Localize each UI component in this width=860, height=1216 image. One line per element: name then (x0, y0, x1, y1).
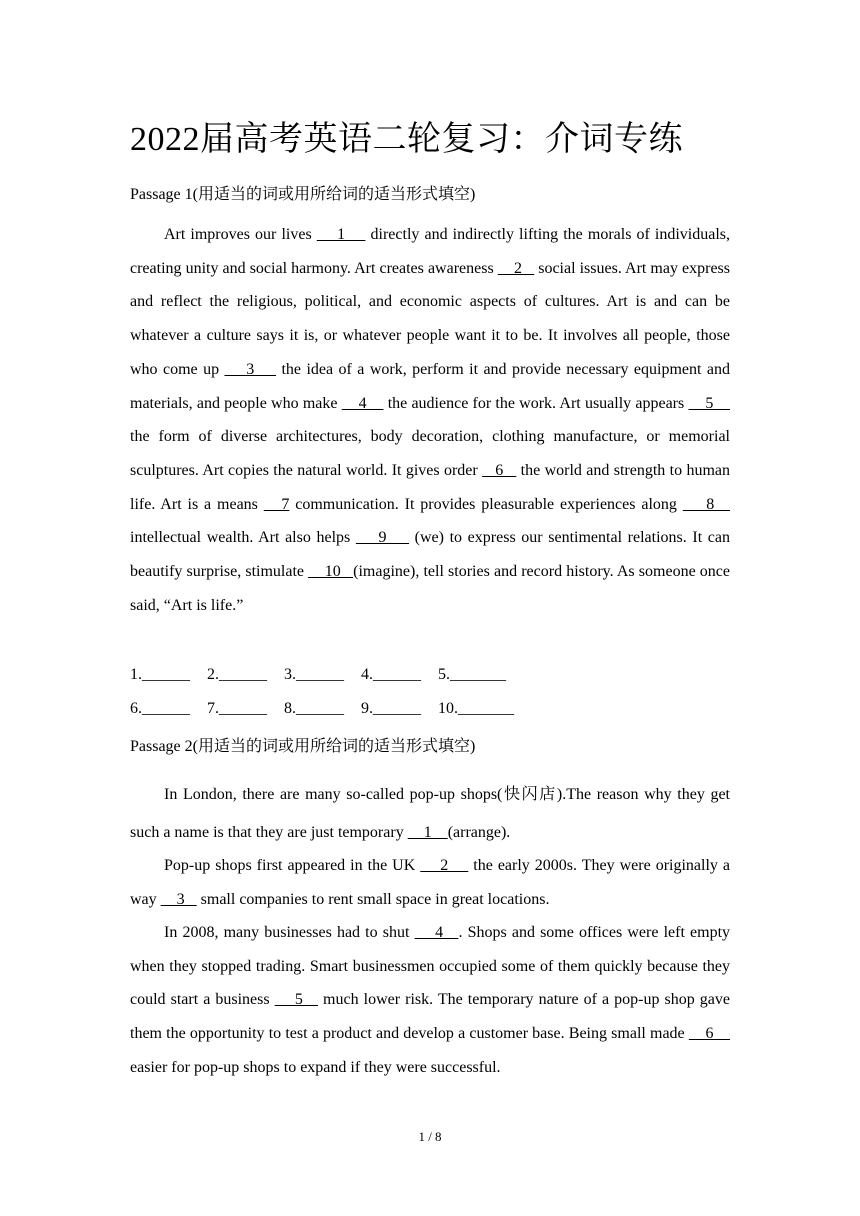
blank-4: 4 (414, 924, 459, 941)
answer-blank[interactable]: 2.______ (207, 666, 267, 683)
blank-2: 2 (497, 259, 535, 277)
text-run: (imagine), tell stories and record history. As someone once said, “Art is life.” (130, 563, 731, 614)
text-run: In 2008, many businesses had to shut (164, 924, 415, 941)
answer-row-1 (130, 664, 523, 686)
text-run: small companies to rent small space in great locations. (196, 890, 550, 908)
passage-2-paragraph-3 (130, 916, 730, 1085)
text-run: . Shops and some offices were left empty when they stopped trading. Smart businessmen occupied some of them quickly because they could start a business (130, 924, 731, 1009)
blank-3: 3 (224, 360, 277, 378)
passage-1-heading: Passage 1(用适当的词或用所给词的适当形式填空) (130, 186, 476, 203)
answer-blank[interactable]: 4.______ (361, 666, 421, 683)
answer-row-2 (130, 698, 531, 720)
blank-8: 8 (682, 495, 731, 513)
blank-6: 6 (688, 1025, 731, 1043)
text-run: the early 2000s. They were originally a way (130, 857, 731, 908)
answer-blank[interactable]: 7.______ (207, 700, 267, 717)
text-run: In London, there are many so-called pop-up shops(快闪店).The reason why they get such a name is that they are just temporary (130, 786, 730, 841)
passage-1-paragraph (130, 218, 730, 622)
blank-1: 1 (407, 824, 448, 841)
passage-2-heading: Passage 2(用适当的词或用所给词的适当形式填空) (130, 738, 476, 755)
answer-blank[interactable]: 5._______ (438, 666, 506, 683)
answer-blank[interactable]: 8.______ (284, 700, 344, 717)
text-run: the world and strength to human life. Art is a means (130, 461, 731, 513)
text-run: directly and indirectly lifting the morals of individuals, creating unity and social harmony. Art creates awareness (130, 226, 731, 277)
blank-7: 7 (263, 495, 290, 513)
blank-6: 6 (482, 461, 517, 479)
text-run: Pop-up shops first appeared in the UK (164, 857, 421, 874)
text-run: the audience for the work. Art usually appears (383, 394, 689, 412)
text-run: social issues. Art may express and reflect the religious, political, and economic aspects of cultures. Art is and can be whatever a culture says it is, or whatever people want it to be. It involves all people, those who come up (130, 259, 730, 378)
blank-10: 10 (308, 563, 354, 581)
text-run: (arrange). (447, 824, 511, 841)
text-run: intellectual wealth. Art also helps (130, 529, 356, 547)
passage-2-paragraph-2 (130, 849, 730, 916)
answer-blank[interactable]: 1.______ (130, 666, 190, 683)
text-run: much lower risk. The temporary nature of a pop-up shop gave them the opportunity to test a product and develop a customer base. Being small made (130, 991, 731, 1043)
blank-5: 5 (688, 394, 731, 412)
blank-1: 1 (316, 226, 366, 243)
blank-3: 3 (160, 890, 197, 908)
text-run: Art improves our lives (164, 226, 317, 243)
page-number: 1 / 8 (418, 1129, 442, 1144)
blank-2: 2 (420, 857, 469, 874)
text-run: easier for pop-up shops to expand if they were successful. (130, 1058, 501, 1076)
blank-9: 9 (355, 529, 410, 547)
blank-5: 5 (274, 991, 318, 1009)
answer-blank[interactable]: 10._______ (438, 700, 514, 717)
answer-blank[interactable]: 6.______ (130, 700, 190, 717)
text-run: (we) to express our sentimental relations. It can beautify surprise, stimulate (130, 529, 731, 581)
text-run: communication. It provides pleasurable experiences along (289, 495, 683, 513)
answer-blank[interactable]: 9.______ (361, 700, 421, 717)
text-run: the idea of a work, perform it and provide necessary equipment and materials, and people who make (130, 360, 730, 412)
passage-2-paragraph-1 (130, 776, 730, 852)
text-run: the form of diverse architectures, body decoration, clothing manufacture, or memorial sculptures. Art copies the natural world. It gives order (130, 428, 730, 479)
document-title: 2022届高考英语二轮复习：介词专练 (130, 121, 683, 158)
answer-blank[interactable]: 3.______ (284, 666, 344, 683)
blank-4: 4 (341, 394, 384, 412)
